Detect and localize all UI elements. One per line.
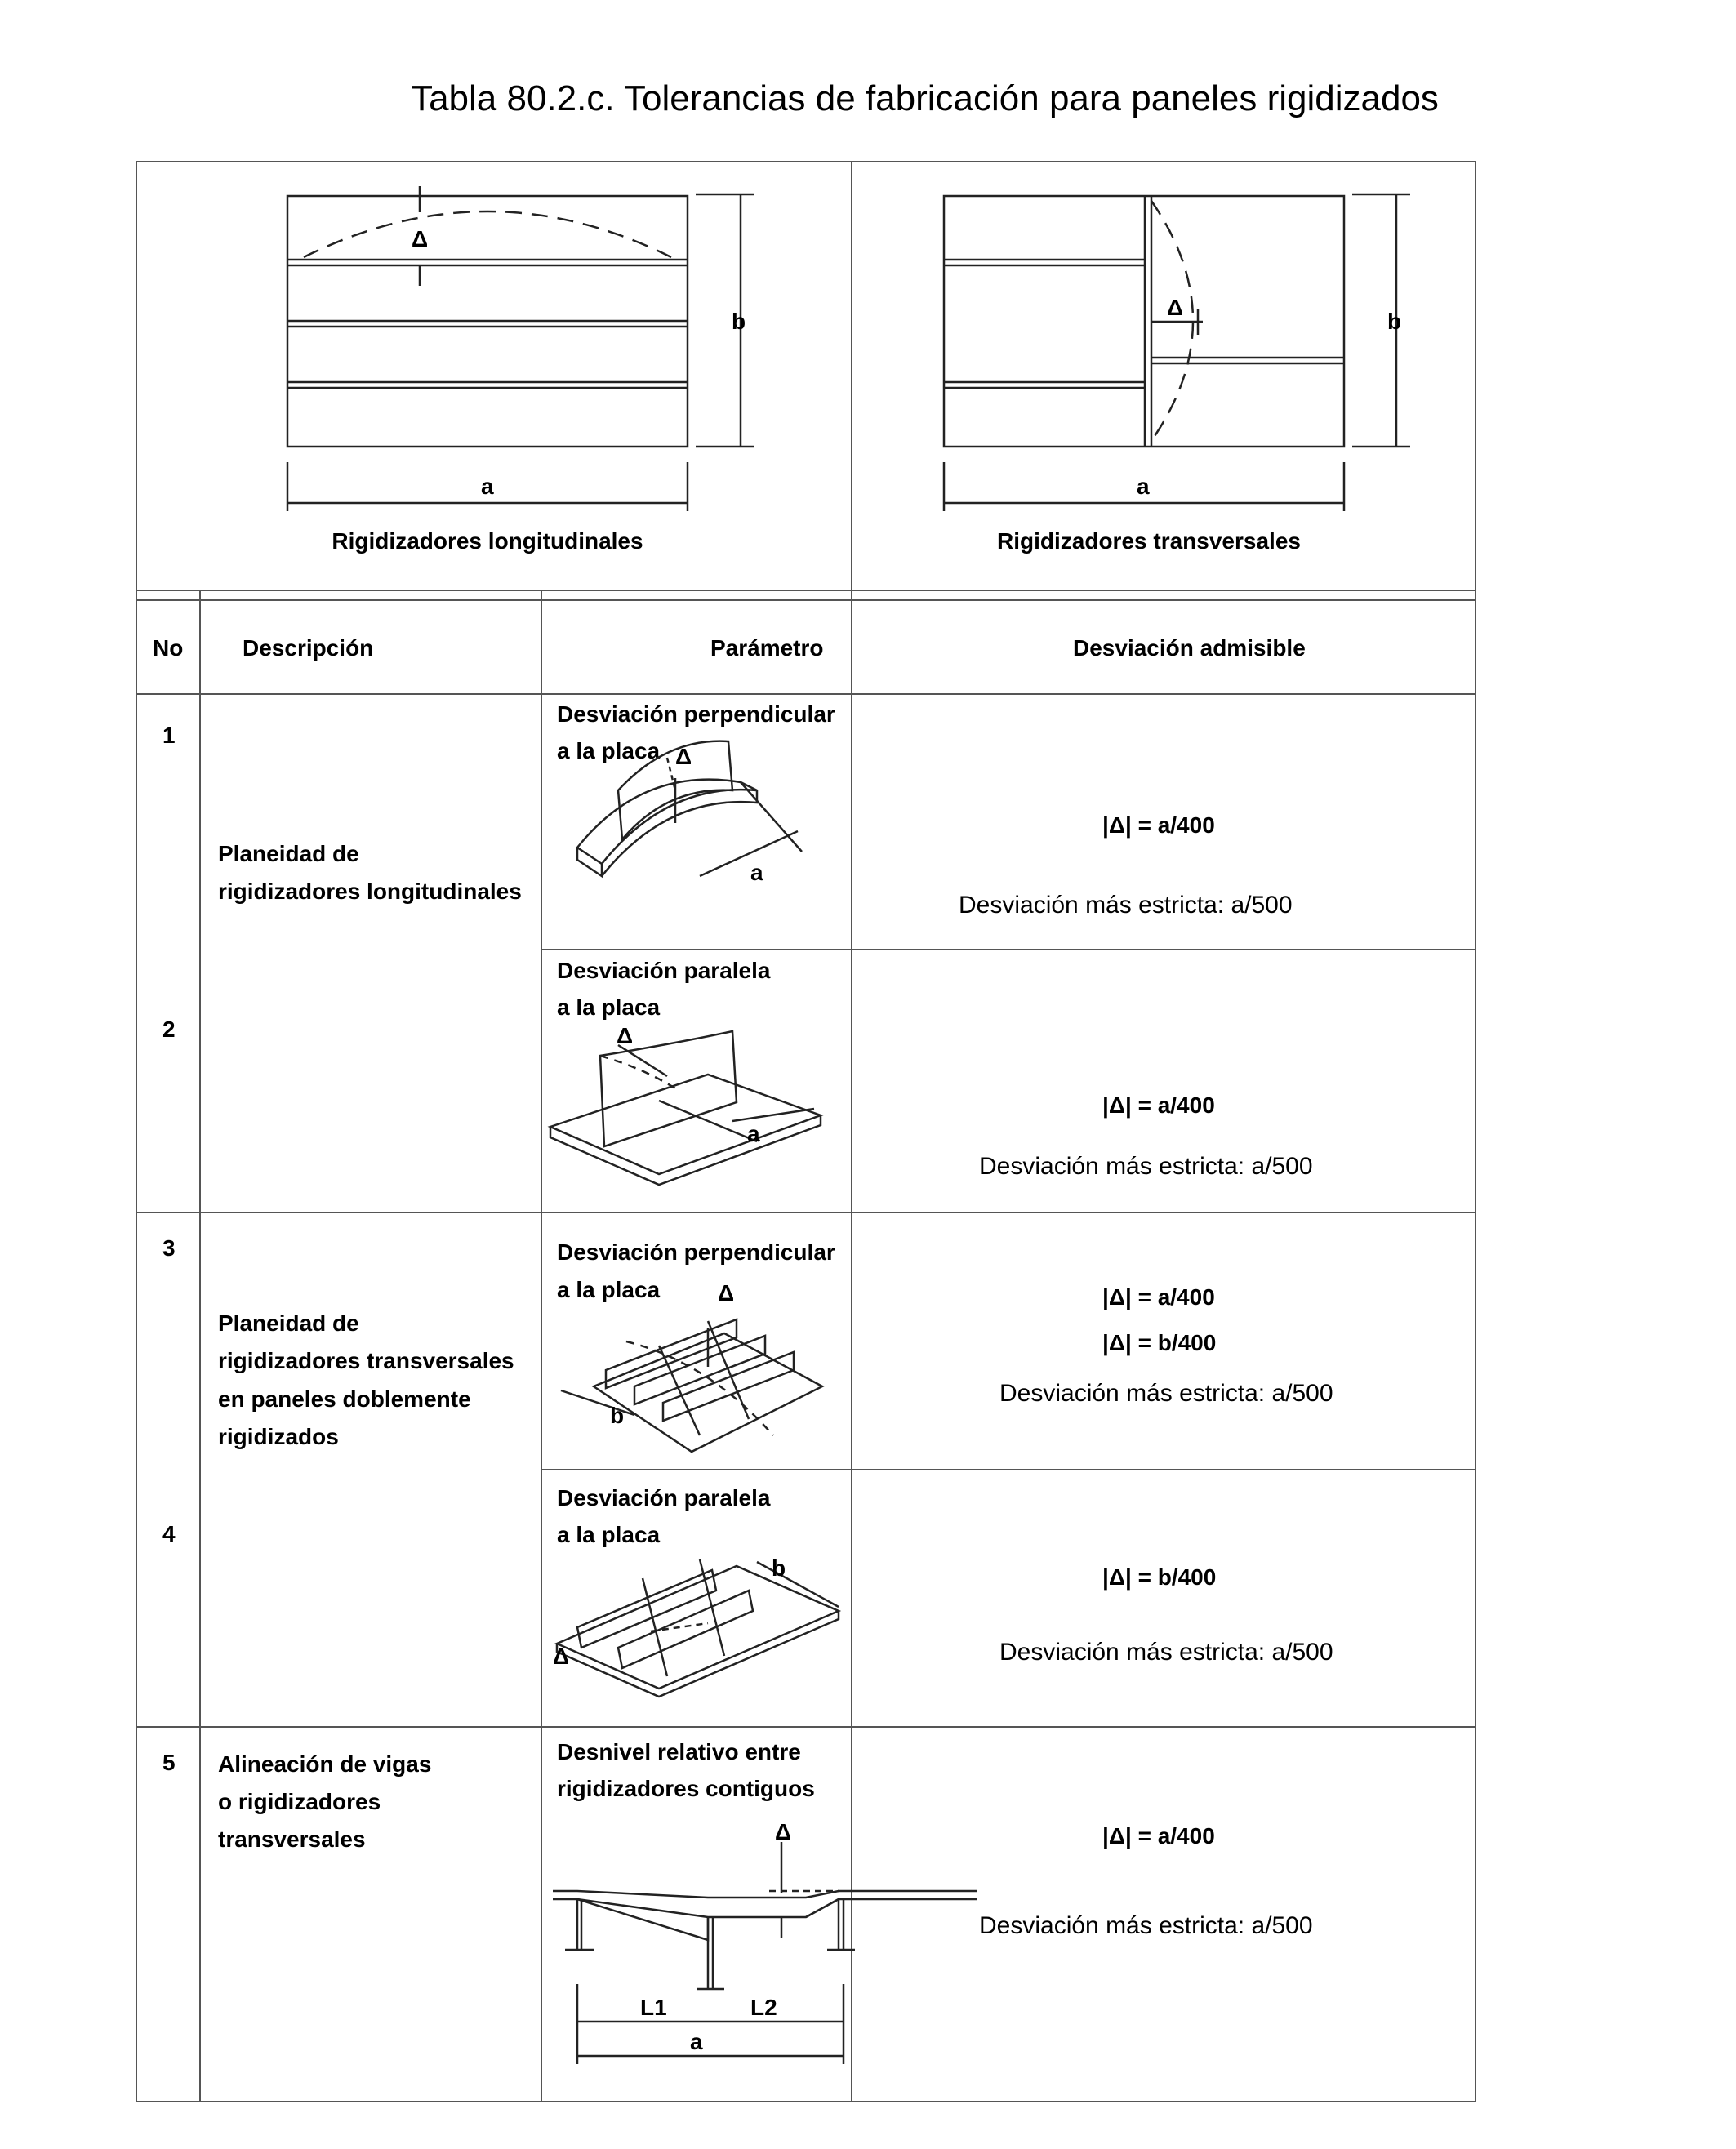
dim-b-label: b (1387, 309, 1402, 334)
formula: |Δ| = b/400 (1102, 1330, 1217, 1355)
dim-b-label: b (772, 1555, 786, 1581)
parameter-line: a la placa (557, 994, 661, 1020)
parameter-line: Desviación perpendicular (557, 1239, 835, 1265)
dim-a-label: a (750, 860, 763, 885)
row-3-4 (162, 1235, 1333, 1697)
left-figure-caption: Rigidizadores longitudinales (332, 528, 643, 554)
parameter-line: a la placa (557, 738, 661, 763)
parameter-line: Desviación paralela (557, 958, 771, 983)
dim-b-label: b (732, 309, 746, 334)
transverse-stiffeners-figure (944, 194, 1410, 511)
description-line: Planeidad de (218, 841, 359, 866)
description-line: rigidizadores transversales (218, 1348, 514, 1373)
parameter-line: Desviación paralela (557, 1485, 771, 1511)
strict-deviation: Desviación más estricta: a/500 (999, 1380, 1333, 1407)
delta-label: Δ (775, 1819, 792, 1844)
parameter-line: a la placa (557, 1277, 661, 1302)
parameter-line: Desnivel relativo entre (557, 1739, 801, 1764)
dim-a-label: a (1137, 474, 1150, 499)
delta-label: Δ (617, 1023, 634, 1048)
row-number: 5 (162, 1750, 176, 1775)
row-number: 2 (162, 1017, 176, 1042)
formula: |Δ| = a/400 (1102, 1823, 1215, 1849)
description-line: Planeidad de (218, 1310, 359, 1336)
tolerance-table-drawing (136, 162, 1476, 2102)
header-no: No (153, 635, 184, 661)
dim-l2-label: L2 (750, 1995, 777, 2020)
longitudinal-stiffeners-figure (287, 186, 754, 511)
delta-label: Δ (675, 744, 692, 769)
transverse-figure-labels (997, 295, 1401, 554)
tolerance-table (136, 162, 1476, 2102)
header-descripcion: Descripción (243, 635, 374, 661)
right-figure-caption: Rigidizadores transversales (997, 528, 1301, 554)
strict-deviation: Desviación más estricta: a/500 (979, 1912, 1313, 1939)
formula: |Δ| = a/400 (1102, 812, 1215, 838)
description-line: transversales (218, 1826, 366, 1852)
description-line: Alineación de vigas (218, 1751, 432, 1777)
description-line: en paneles doblemente (218, 1386, 471, 1412)
formula: |Δ| = a/400 (1102, 1284, 1215, 1310)
delta-label: Δ (412, 226, 429, 251)
dim-l1-label: L1 (640, 1995, 667, 2020)
dim-b-label: b (610, 1403, 625, 1428)
header-desviacion: Desviación admisible (1073, 635, 1306, 661)
beam-alignment-figure (553, 1842, 977, 2064)
header-parametro: Parámetro (710, 635, 824, 661)
delta-label: Δ (718, 1280, 735, 1306)
dim-a-label: a (481, 474, 494, 499)
transverse-parallel-figure (557, 1559, 839, 1697)
row-number: 4 (162, 1521, 176, 1546)
table-header (153, 635, 1306, 661)
description-line: o rigidizadores (218, 1789, 381, 1814)
row-number: 3 (162, 1235, 176, 1261)
strict-deviation: Desviación más estricta: a/500 (979, 1153, 1313, 1180)
delta-label: Δ (1167, 295, 1184, 320)
strict-deviation: Desviación más estricta: a/500 (999, 1639, 1333, 1666)
description-line: rigidizados (218, 1424, 339, 1449)
parameter-line: a la placa (557, 1522, 661, 1547)
parallel-deviation-figure (550, 1031, 821, 1185)
parameter-line: rigidizadores contiguos (557, 1776, 815, 1801)
transverse-perpendicular-figure (561, 1319, 822, 1452)
formula: |Δ| = a/400 (1102, 1092, 1215, 1118)
longitudinal-figure-labels (332, 226, 746, 554)
delta-label: Δ (553, 1644, 570, 1669)
dim-a-label: a (747, 1121, 760, 1146)
row-number: 1 (162, 723, 176, 748)
dim-a-label: a (690, 2029, 703, 2054)
formula: |Δ| = b/400 (1102, 1564, 1217, 1590)
parameter-line: Desviación perpendicular (557, 701, 835, 727)
page-title: Tabla 80.2.c. Tolerancias de fabricación para paneles rigidizados (411, 78, 1439, 118)
row-1-2 (162, 701, 1313, 1185)
description-line: rigidizadores longitudinales (218, 879, 522, 904)
strict-deviation: Desviación más estricta: a/500 (959, 892, 1293, 919)
row-5 (162, 1739, 1313, 2064)
